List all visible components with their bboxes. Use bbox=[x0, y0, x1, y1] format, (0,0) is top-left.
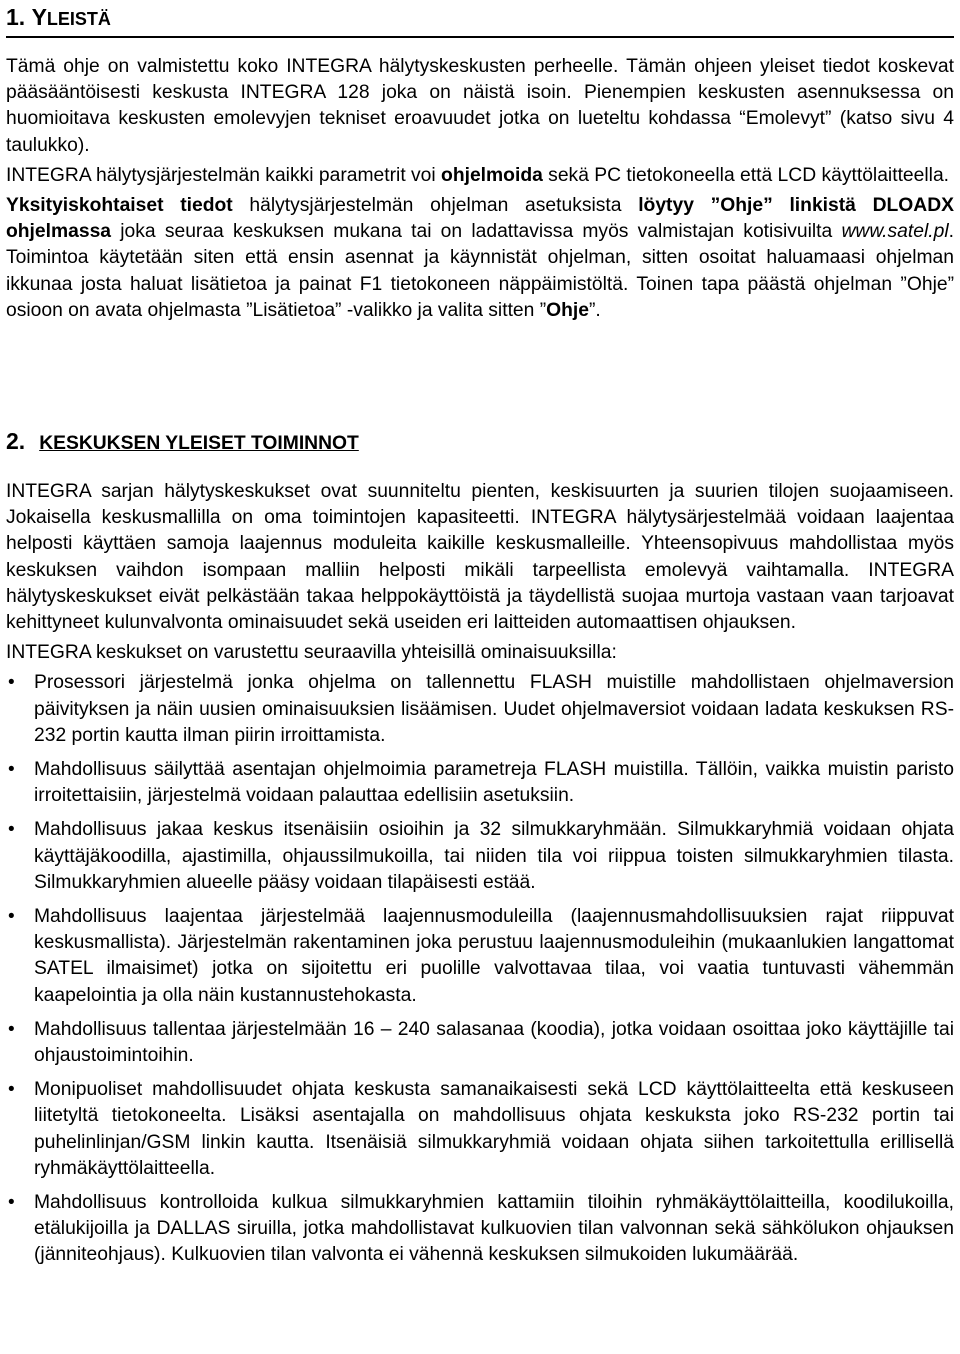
bullet-icon: • bbox=[8, 672, 15, 694]
list-item bbox=[6, 1077, 954, 1182]
bullet-icon: • bbox=[8, 1018, 15, 1040]
bold-run: löytyy ”Ohje” linkistä DLOADX ohjelmassa bbox=[6, 195, 954, 243]
text-run: . Toimintoa käytetään siten että ensin asennat ja käynnistät ohjelman, sitten osoitat haluamaasi ohjelman ikkunaa josta haluat lisätietoa ja painat F1 tietokoneen näppäimistöltä. Toinen tapa päästä ohjelman ”Ohje” osioon on avata ohjelmasta ”Lisätietoa” -valikko ja valita sitten ” bbox=[6, 221, 954, 321]
section-2-body bbox=[6, 479, 954, 1277]
heading-1-first-letter: Y bbox=[31, 4, 47, 30]
list-item bbox=[6, 670, 954, 749]
text-run: sekä PC tietokoneella että LCD käyttölaitteella. bbox=[542, 164, 950, 186]
feature-list bbox=[6, 670, 954, 1268]
bold-run: Yksityiskohtaiset tiedot bbox=[6, 195, 233, 217]
heading-2-number: 2. bbox=[6, 428, 26, 454]
list-item bbox=[6, 817, 954, 896]
text-run: hälytysjärjestelmän ohjelman asetuksista bbox=[232, 195, 639, 217]
bullet-icon: • bbox=[8, 1192, 15, 1214]
section-2-paragraph-2: INTEGRA keskukset on varustettu seuraavilla yhteisillä ominaisuuksilla: bbox=[6, 642, 617, 664]
heading-1-number: 1. bbox=[6, 4, 26, 30]
list-item-text: Mahdollisuus tallentaa järjestelmään 16 – 240 salasanaa (koodia), jotka voidaan osoittaa joko käyttäjille tai ohjaustoimintoihin. bbox=[34, 1018, 954, 1067]
list-item-text: Mahdollisuus laajentaa järjestelmää laajennusmoduleilla (laajennusmahdollisuuksien rajat riippuvat keskusmallista). Järjestelmän rakentaminen joka perustuu laajennusmoduleihin (mukaanlukien langattomat SATEL ilmaisimet) jotka on sijoitettu eri puolille valvottavaa tilaa, voi vaatia tuntuvasti vähemmän kaapelointia ja olla näin kustannustehokasta. bbox=[34, 906, 954, 1006]
heading-1-rest: LEISTÄ bbox=[46, 9, 111, 29]
bullet-icon: • bbox=[8, 819, 15, 841]
list-item-text: Mahdollisuus jakaa keskus itsenäisiin osioihin ja 32 silmukkaryhmään. Silmukkaryhmiä voidaan ohjata käyttäjäkoodilla, ajastimilla, ohjaussilmukoilla, tai niiden tila voi riippua toisten silmukkaryhmien tilasta. Silmukkaryhmien alueelle pääsy voidaan tilapäisesti estää. bbox=[34, 819, 954, 893]
text-run: joka seuraa keskuksen mukana tai on ladattavissa myös valmistajan kotisivuilta bbox=[111, 221, 842, 243]
website-url: www.satel.pl bbox=[841, 221, 949, 243]
section-1-paragraph-1: Tämä ohje on valmistettu koko INTEGRA hälytyskeskusten perheelle. Tämän ohjeen yleiset tiedot koskevat pääsääntöisesti keskusta INTEGRA 128 joka on näistä isoin. Pienempien keskusten asennuksessa on huomioitava keskusten emolevyjen tekniset eroavuudet jotka on lueteltu kohdassa “Emolevyt” (katso sivu 4 taulukko). bbox=[6, 56, 954, 156]
bold-run: ohjelmoida bbox=[441, 164, 543, 186]
bullet-icon: • bbox=[8, 759, 15, 781]
list-item bbox=[6, 1017, 954, 1069]
section-heading-2 bbox=[6, 426, 954, 459]
section-heading-1 bbox=[6, 0, 954, 38]
list-item bbox=[6, 1190, 954, 1269]
section-1-paragraph-2 bbox=[6, 163, 954, 189]
bullet-icon: • bbox=[8, 906, 15, 928]
text-run: ”. bbox=[589, 299, 601, 321]
list-item-text: Prosessori järjestelmä jonka ohjelma on tallennettu FLASH muistille mahdollistaen ohjelmaversion päivityksen ja näin uusien ominaisuuksien lisäämisen. Uudet ohjelmaversiot voidaan ladata keskuksen RS-232 portin kautta ilman piirin irroittamista. bbox=[34, 672, 954, 746]
section-2-paragraph-1: INTEGRA sarjan hälytyskeskukset ovat suunniteltu pienten, keskisuurten ja suurien tilojen suojaamiseen. Jokaisella keskusmallilla on oma toimintojen kapasiteetti. INTEGRA hälytysärjestelmää voidaan laajentaa helposti käyttäen samoja laajennus moduleita kaikille keskusmalleille. Yhteensopivuus mahdollistaa myös keskuksen vaihdon isompaan malliin helposti mikäli tarpeellista emolevyä vaihtamalla. INTEGRA hälytyskeskukset eivät pelkästään takaa helppokäyttöistä ja täydellistä suojaa murtoja vastaan vaan tarjoavat kehittyneet kulunvalvonta ominaisuudet sekä useiden eri laitteiden automaattisen ohjauksen. bbox=[6, 481, 954, 634]
bullet-icon: • bbox=[8, 1079, 15, 1101]
section-1-body bbox=[6, 54, 954, 324]
text-run: INTEGRA hälytysjärjestelmän kaikki parametrit voi bbox=[6, 164, 442, 186]
list-item-text: Mahdollisuus säilyttää asentajan ohjelmoimia parametreja FLASH muistilla. Tällöin, vaikka muistin paristo irroitettaisiin, järjestelmä voidaan palauttaa edellisiin asetuksiin. bbox=[34, 759, 954, 807]
bold-run: Ohje bbox=[546, 299, 590, 321]
section-1-paragraph-3 bbox=[6, 193, 954, 324]
list-item-text: Mahdollisuus kontrolloida kulkua silmukkaryhmien kattamiin tiloihin ryhmäkäyttölaitteilla, koodilukoilla, etälukijoilla ja DALLAS siruilla, jotka mahdollistavat kulkuovien tilan valvonnan sekä sähkölukon ohjauksen (jänniteohjaus). Kulkuovien tilan valvonta ei vähennä keskuksen silmukoiden lukumäärää. bbox=[34, 1192, 954, 1266]
list-item bbox=[6, 757, 954, 809]
heading-2-title: KESKUKSEN YLEISET TOIMINNOT bbox=[39, 433, 359, 454]
list-item bbox=[6, 904, 954, 1009]
list-item-text: Monipuoliset mahdollisuudet ohjata keskusta samanaikaisesti sekä LCD käyttölaitteelta että keskuseen liitetyltä tietokoneelta. Lisäksi asentajalla on mahdollisuus ohjata keskuksta joko RS-232 portin tai puhelinlinjan/GSM linkin kautta. Itsenäisiä silmukkaryhmiä voidaan ohjata siihen tarkoitettulla erillisellä ryhmäkäyttölaitteella. bbox=[34, 1079, 954, 1179]
